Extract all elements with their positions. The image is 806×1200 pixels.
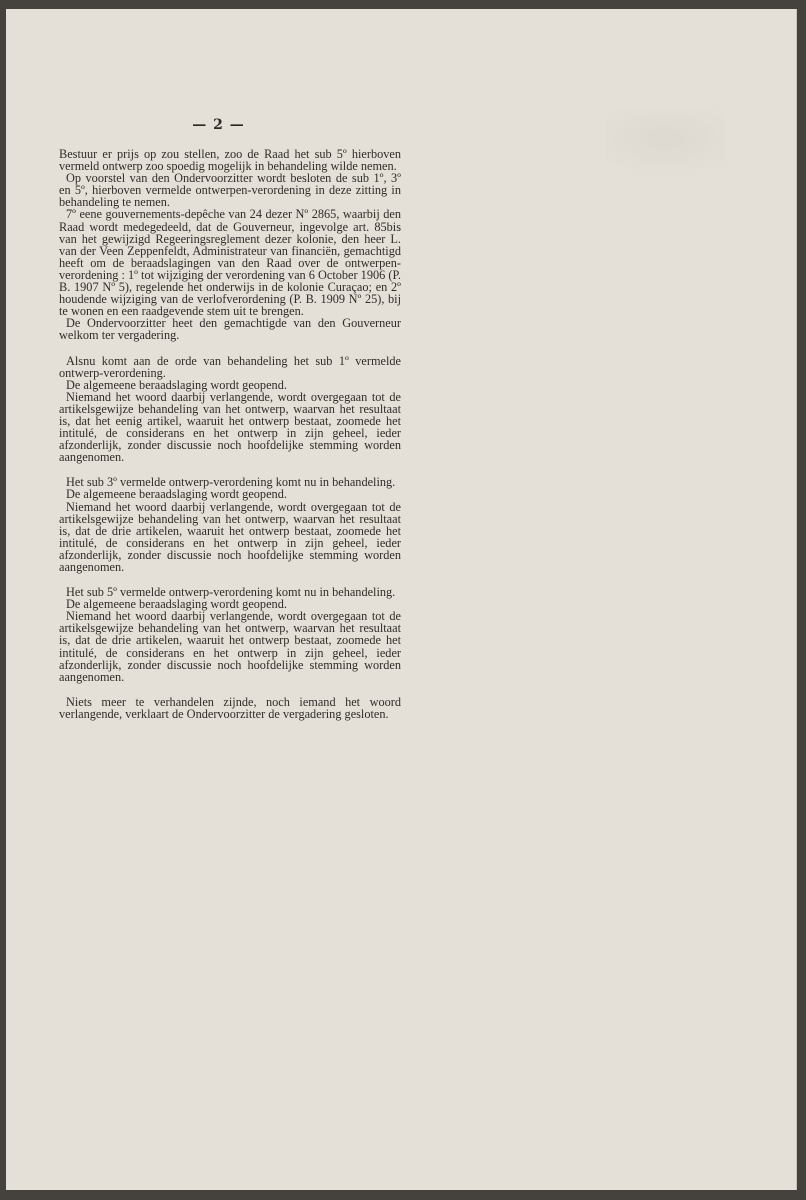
- document-page: [6, 9, 797, 1190]
- paragraph: De algemeene beraadslaging wordt geopend.: [66, 487, 287, 502]
- paragraph: De algemeene beraadslaging wordt geopend.: [66, 597, 287, 612]
- paragraph: Niemand het woord daarbij verlangende, wordt overgegaan tot de artikelsgewijze behandeling van het ontwerp, waarvan het resultaat is, dat de drie artikelen, waaruit het ontwerp bestaat, zoomede het intitulé, de considerans en het ontwerp in zijn geheel, ieder afzonderlijk, zonder discussie noch hoofdelijke stemming worden aangenomen.: [59, 499, 401, 574]
- page-number: — 2 —: [192, 117, 245, 133]
- body-text-column: [59, 148, 401, 720]
- paragraph: Niemand het woord daarbij verlangende, wordt overgegaan tot de artikelsgewijze behandeling van het ontwerp, waarvan het resultaat is, dat de drie artikelen, waaruit het ontwerp bestaat, zoomede het intitulé, de considerans en het ontwerp in zijn geheel, ieder afzonderlijk, zonder discussie noch hoofdelijke stemming worden aangenomen.: [59, 609, 401, 684]
- paragraph: Op voorstel van den Ondervoorzitter wordt besloten de sub 1º, 3º en 5º, hierboven vermelde ontwerpen-verordening in deze zitting in behandeling te nemen.: [59, 171, 401, 210]
- show-through-ink: [606, 109, 726, 169]
- paragraph: De Ondervoorzitter heet den gemachtigde van den Gouverneur welkom ter vergadering.: [59, 316, 401, 343]
- paragraph-continuation: Bestuur er prijs op zou stellen, zoo de Raad het sub 5º hierboven vermeld ontwerp zoo spoedig mogelijk in behandeling wilde nemen.: [59, 147, 401, 174]
- paragraph: Niemand het woord daarbij verlangende, wordt overgegaan tot de artikelsgewijze behandeling van het ontwerp, waarvan het resultaat is, dat het eenig artikel, waaruit het ontwerp bestaat, zoomede het intitulé, de considerans en het ontwerp in zijn geheel, ieder afzonderlijk, zonder discussie noch hoofdelijke stemming worden aangenomen.: [59, 389, 401, 465]
- paragraph: 7º eene gouvernements-depêche van 24 dezer Nº 2865, waarbij den Raad wordt medegedeeld, dat de Gouverneur, ingevolge art. 85bis van het gewijzigd Regeeringsreglement dezer kolonie, den heer L. van der Veen Zeppenfeldt, Administrateur van financiën, gemachtigd heeft om de beraadslagingen van den Raad over de ontwerpen-verordening : 1º tot wijziging der verordening van 6 October 1906 (P. B. 1907 Nº 5), regelende het onderwijs in de kolonie Curaçao; en 2º houdende wijziging van de verlofverordening (P. B. 1909 Nº 25), bij te wonen en een raadgevende stem uit te brengen.: [59, 207, 401, 319]
- paragraph: De algemeene beraadslaging wordt geopend.: [66, 377, 287, 392]
- paragraph: Het sub 5º vermelde ontwerp-verordening komt nu in behandeling.: [66, 585, 396, 600]
- paragraph: Het sub 3º vermelde ontwerp-verordening komt nu in behandeling.: [66, 475, 396, 490]
- paragraph: Alsnu komt aan de orde van behandeling het sub 1º vermelde ontwerp-verordening.: [59, 353, 401, 380]
- closing-paragraph: Niets meer te verhandelen zijnde, noch iemand het woord verlangende, verklaart de Ondervoorzitter de vergadering gesloten.: [59, 694, 401, 721]
